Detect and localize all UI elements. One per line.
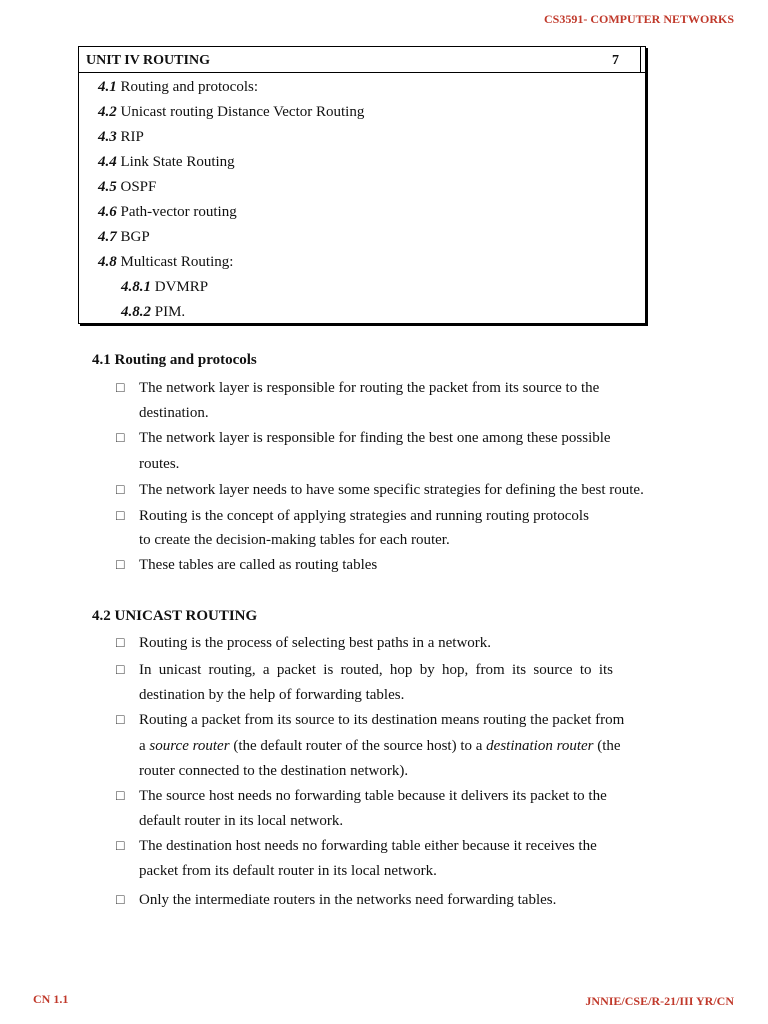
paragraph-line: The network layer is responsible for finding the best one among these possible [139,430,611,446]
paragraph-line: default router in its local network. [139,813,344,829]
bullet-icon: □ [116,483,125,498]
toc-subitem: 4.8.2 PIM. [121,304,186,320]
bullet-icon: □ [116,663,125,678]
bullet-icon: □ [116,431,125,446]
paragraph-line: The network layer is responsible for routing the packet from its source to the [139,380,600,396]
bullet-icon: □ [116,381,125,396]
toc-item: 4.5 OSPF [98,179,157,195]
paragraph-line: router connected to the destination network). [139,763,409,779]
toc-item: 4.6 Path-vector routing [98,204,237,220]
paragraph-line: Only the intermediate routers in the networks need forwarding tables. [139,892,557,908]
page-number: CN 1.1 [33,992,69,1006]
paragraph-line: These tables are called as routing tables [139,557,378,573]
course-code-header: CS3591- COMPUTER NETWORKS [543,12,734,26]
unit-hours: 7 [612,53,619,68]
emphasis-term: destination router [486,738,594,754]
footer-institution: JNNIE/CSE/R-21/III YR/CN [585,994,734,1008]
toc-item: 4.7 BGP [98,229,150,245]
bullet-icon: □ [116,509,125,524]
unit-title: UNIT IV ROUTING [86,53,210,68]
paragraph-line: packet from its default router in its local network. [139,863,437,879]
bullet-icon: □ [116,893,125,908]
toc-item: 4.8 Multicast Routing: [98,254,234,270]
paragraph-line: Routing is the concept of applying strategies and running routing protocols [139,508,589,524]
paragraph-line: In unicast routing, a packet is routed, hop by hop, from its source to its [139,662,613,678]
paragraph-line: The network layer needs to have some specific strategies for defining the best route. [139,482,644,498]
bullet-icon: □ [116,839,125,854]
paragraph-line-mixed: a source router (the default router of the source host) to a destination router (the [139,738,621,754]
paragraph-line: destination. [139,405,209,421]
toc-subitem: 4.8.1 DVMRP [121,279,209,295]
toc-item: 4.1 Routing and protocols: [98,79,258,95]
paragraph-line: The destination host needs no forwarding table either because it receives the [139,838,597,854]
section-heading: 4.1 Routing and protocols [92,352,257,368]
paragraph-line: Routing is the process of selecting best paths in a network. [139,635,492,651]
bullet-icon: □ [116,713,125,728]
emphasis-term: source router [149,738,230,754]
toc-item: 4.4 Link State Routing [98,154,235,170]
unit-syllabus-box [78,46,646,324]
bullet-icon: □ [116,636,125,651]
paragraph-line: destination by the help of forwarding tables. [139,687,405,703]
bullet-icon: □ [116,558,125,573]
toc-item: 4.2 Unicast routing Distance Vector Routing [98,104,365,120]
paragraph-line: Routing a packet from its source to its destination means routing the packet from [139,712,625,728]
unit-header-row [79,47,645,73]
paragraph-line: to create the decision-making tables for each router. [139,532,450,548]
bullet-icon: □ [116,789,125,804]
toc-item: 4.3 RIP [98,129,144,145]
paragraph-line: The source host needs no forwarding table because it delivers its packet to the [139,788,607,804]
column-divider [640,47,641,72]
section-heading: 4.2 UNICAST ROUTING [92,608,258,624]
paragraph-line: routes. [139,456,180,472]
